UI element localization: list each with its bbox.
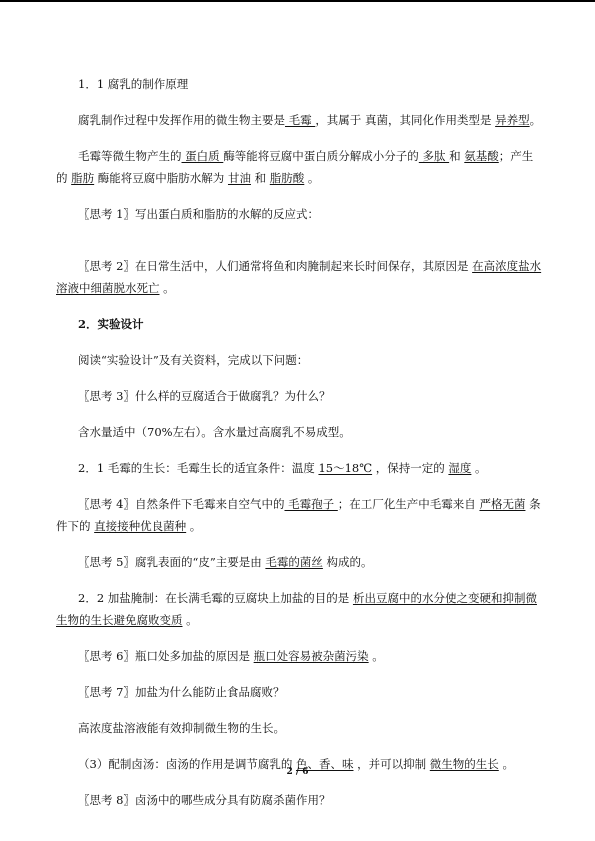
answer-blank: 毛霉孢子 — [284, 497, 338, 511]
question-6: 〖思考 6〗瓶口处多加盐的原因是 瓶口处容易被杂菌污染 。 — [78, 649, 384, 663]
page-number: 2 / 6 — [286, 767, 309, 777]
heading-1-1: 1．1 腐乳的制作原理 — [78, 77, 189, 91]
answer-blank: 蛋白质 — [181, 149, 224, 163]
answer-blank: 在高浓度盐水溶液中细菌脱水死亡 — [56, 259, 542, 295]
answer-blank: 毛霉的菌丝 — [265, 555, 323, 569]
answer-blank: 脂肪 — [71, 171, 95, 185]
answer-blank: 15～18℃ — [318, 461, 373, 475]
document-body — [56, 73, 542, 811]
answer-blank: 甘油 — [227, 171, 251, 185]
question-8: 〖思考 8〗卤汤中的哪些成分具有防腐杀菌作用？ — [78, 793, 331, 807]
answer-blank: 湿度 — [448, 461, 472, 475]
answer-7: 高浓度盐溶液能有效抑制微生物的生长。 — [78, 721, 285, 735]
question-7: 〖思考 7〗加盐为什么能防止食品腐败？ — [78, 685, 285, 699]
page-top-border — [0, 0, 595, 2]
answer-blank: 直接接种优良菌种 — [94, 519, 187, 533]
paragraph-microbe: 腐乳制作过程中发挥作用的微生物主要是 毛霉 ，其属于 真菌，其同化作用类型是 异养型。 — [78, 113, 542, 127]
heading-2-3: （3）配制卤汤：卤汤的作用是调节腐乳的 色、香、味 ，并可以抑制 微生物的生长 。 — [78, 757, 514, 771]
answer-3: 含水量适中（70%左右）。含水量过高腐乳不易成型。 — [78, 425, 351, 439]
answer-blank: 脂肪酸 — [269, 171, 305, 185]
paragraph-intro: 阅读“实验设计”及有关资料，完成以下问题： — [78, 353, 309, 367]
answer-blank: 瓶口处容易被杂菌污染 — [253, 649, 369, 663]
answer-blank: 析出豆腐中的水分使之变硬和抑制微生物的生长避免腐败变质 — [56, 591, 537, 627]
answer-blank: 异养型 — [495, 113, 530, 127]
answer-blank: 毛霉 — [285, 113, 316, 127]
heading-2-2: 2．2 加盐腌制：在长满毛霉的豆腐块上加盐的目的是 析出豆腐中的水分使之变硬和抑制微生物的生长避免腐败变质 。 — [56, 591, 537, 627]
answer-blank: 微生物的生长 — [429, 757, 499, 771]
question-1: 〖思考 1〗写出蛋白质和脂肪的水解的反应式： — [78, 207, 319, 221]
answer-blank: 多肽 — [418, 149, 450, 163]
question-2: 〖思考 2〗在日常生活中，人们通常将鱼和肉腌制起来长时间保存，其原因是 在高浓度盐水溶液中细菌脱水死亡 。 — [56, 259, 542, 295]
heading-2-1: 2．1 毛霉的生长：毛霉生长的适宜条件：温度 15～18℃ ，保持一定的 湿度 。 — [78, 461, 487, 475]
answer-blank: 色、香、味 — [295, 757, 354, 771]
answer-blank: 氨基酸 — [464, 149, 499, 163]
question-4: 〖思考 4〗自然条件下毛霉来自空气中的 毛霉孢子 ；在工厂化生产中毛霉来自 严格无菌 条件下的 直接接种优良菌种 。 — [56, 497, 541, 533]
question-5: 〖思考 5〗腐乳表面的“皮”主要是由 毛霉的菌丝 构成的。 — [78, 555, 373, 569]
question-3: 〖思考 3〗什么样的豆腐适合于做腐乳？为什么？ — [78, 389, 331, 403]
paragraph-enzymes: 毛霉等微生物产生的 蛋白质 酶等能将豆腐中蛋白质分解成小分子的 多肽 和 氨基酸；产生的 脂肪 酶能将豆腐中脂肪水解为 甘油 和 脂肪酸 。 — [56, 149, 534, 185]
answer-blank: 严格无菌 — [479, 497, 526, 511]
heading-2: 2．实验设计 — [78, 317, 144, 331]
